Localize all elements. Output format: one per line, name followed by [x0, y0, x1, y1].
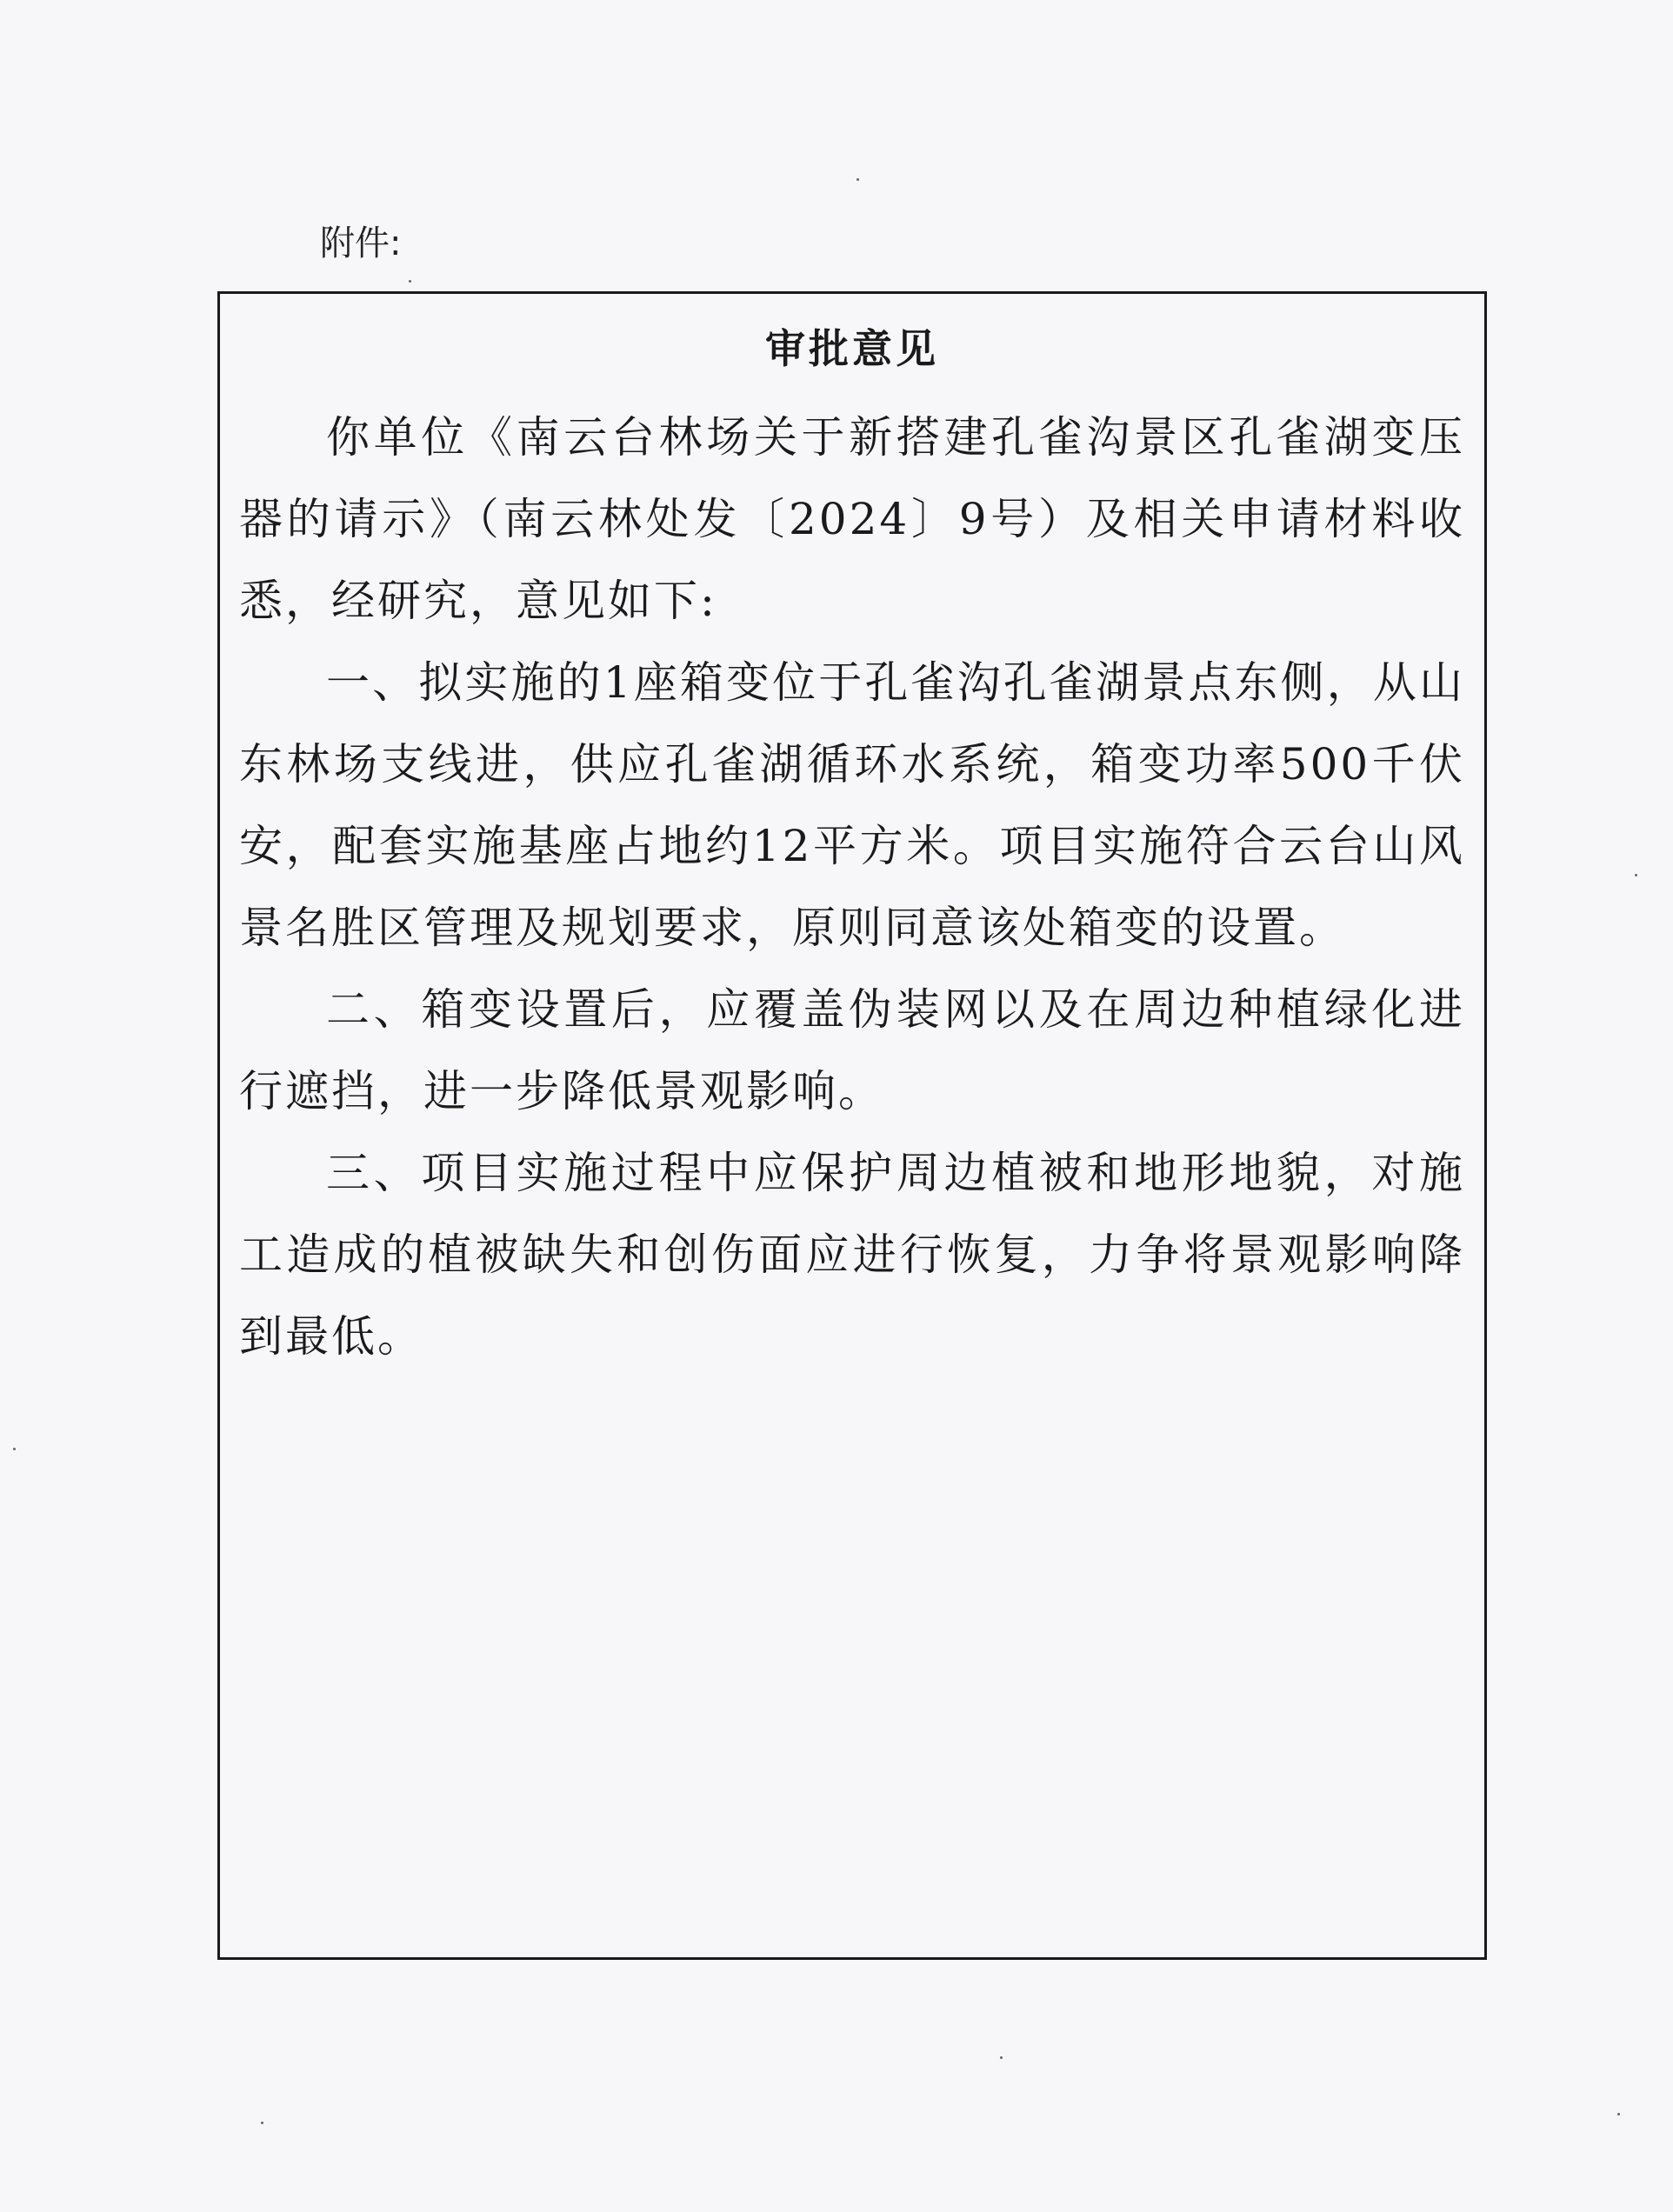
opinion-paragraph-3: 三、项目实施过程中应保护周边植被和地形地貌，对施工造成的植被缺失和创伤面应进行恢复，力争将景观影响降到最低。 [239, 1148, 1465, 1362]
opinion-paragraph-intro: 你单位《南云台林场关于新搭建孔雀沟景区孔雀湖变压器的请示》（南云林处发〔2024〕9号）及相关申请材料收悉，经研究，意见如下: [239, 412, 1465, 626]
scan-speck [856, 178, 859, 181]
scan-speck [261, 2122, 263, 2124]
scan-speck [13, 1448, 16, 1450]
opinion-paragraph-1: 一、拟实施的1座箱变位于孔雀沟孔雀湖景点东侧，从山东林场支线进，供应孔雀湖循环水系统，箱变功率500千伏安，配套实施基座占地约12平方米。项目实施符合云台山风景名胜区管理及规划要求，原则同意该处箱变的设置。 [239, 657, 1465, 953]
opinion-body [239, 396, 1465, 1377]
scan-speck [1635, 874, 1637, 876]
opinion-title: 审批意见 [765, 325, 939, 372]
scan-speck [1617, 2113, 1620, 2115]
scan-speck [409, 280, 411, 283]
opinion-paragraph-2: 二、箱变设置后，应覆盖伪装网以及在周边种植绿化进行遮挡，进一步降低景观影响。 [239, 984, 1465, 1116]
approval-opinion-box [217, 291, 1487, 1960]
attachment-label: 附件: [320, 223, 402, 263]
scan-speck [1000, 2056, 1003, 2059]
